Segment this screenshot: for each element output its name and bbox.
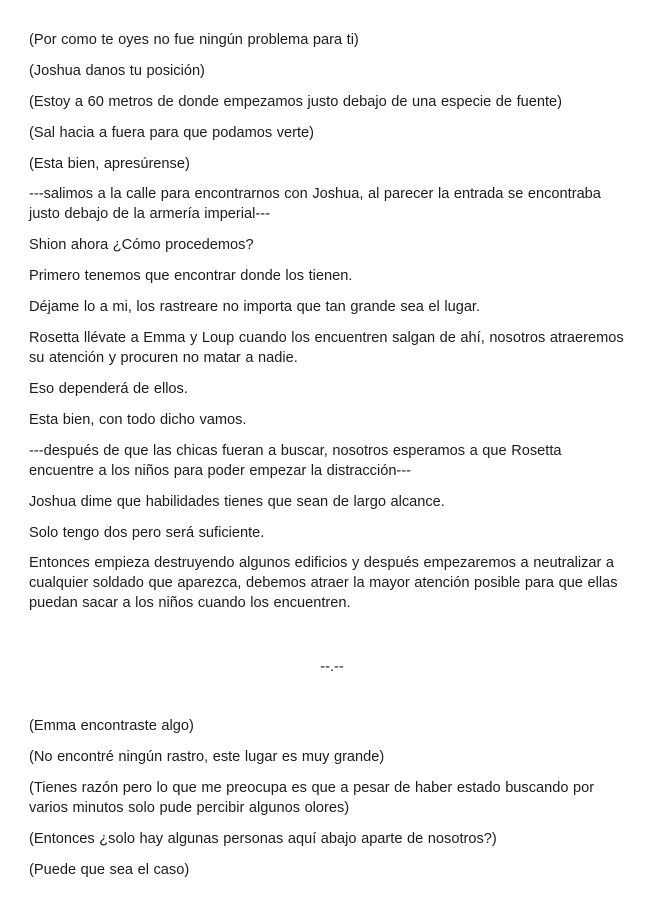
paragraph: (Sal hacia a fuera para que podamos verte) (29, 125, 314, 141)
paragraph: Primero tenemos que encontrar donde los tienen. (29, 268, 353, 284)
paragraph: (Por como te oyes no fue ningún problema para ti) (29, 32, 359, 48)
paragraph: ---después de que las chicas fueran a buscar, nosotros esperamos a que Rosetta encuentre a los niños para poder empezar la distracción--- (29, 443, 562, 479)
section-separator: --.-- (320, 659, 344, 675)
paragraph: Entonces empieza destruyendo algunos edificios y después empezaremos a neutralizar a cualquier soldado que aparezca, debemos atraer la mayor atención posible para que ellas puedan sacar a los niños cuando los encuentren. (29, 555, 618, 611)
paragraph: Eso dependerá de ellos. (29, 381, 188, 397)
paragraph: (Estoy a 60 metros de donde empezamos justo debajo de una especie de fuente) (29, 94, 563, 110)
paragraph: (No encontré ningún rastro, este lugar es muy grande) (29, 749, 385, 765)
paragraph: (Puede que sea el caso) (29, 862, 190, 878)
paragraph: Joshua dime que habilidades tienes que sean de largo alcance. (29, 494, 445, 510)
paragraph: (Tienes razón pero lo que me preocupa es que a pesar de haber estado buscando por varios minutos solo pude percibir algunos olores) (29, 780, 595, 816)
paragraph: (Emma encontraste algo) (29, 718, 194, 734)
paragraph: Solo tengo dos pero será suficiente. (29, 525, 265, 541)
paragraph: Rosetta llévate a Emma y Loup cuando los encuentren salgan de ahí, nosotros atraeremos su atención y procuren no matar a nadie. (29, 330, 624, 366)
paragraph: (Joshua danos tu posición) (29, 63, 205, 79)
paragraph: (Entonces ¿solo hay algunas personas aquí abajo aparte de nosotros?) (29, 831, 497, 847)
paragraph: ---salimos a la calle para encontrarnos con Joshua, al parecer la entrada se encontraba justo debajo de la armería imperial--- (29, 186, 601, 222)
paragraph: Shion ahora ¿Cómo procedemos? (29, 237, 254, 253)
paragraph: Déjame lo a mi, los rastreare no importa que tan grande sea el lugar. (29, 299, 481, 315)
paragraph: (Esta bien, apresúrense) (29, 156, 190, 172)
paragraph: Esta bien, con todo dicho vamos. (29, 412, 247, 428)
